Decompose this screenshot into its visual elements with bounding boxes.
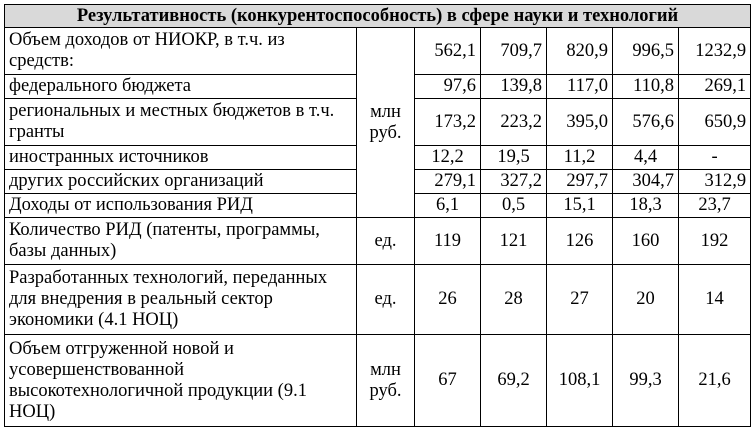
table-row [5,28,751,75]
value-cell: 26 [415,265,481,335]
value-cell: 11,2 [547,146,613,170]
value-cell: 28 [481,265,547,335]
value-cell: 996,5 [613,28,679,75]
row-label: региональных и местных бюджетов в т.ч. гранты [5,99,357,146]
row-label: Объем доходов от НИОКР, в т.ч. из средств: [5,28,357,75]
value-cell: 126 [547,218,613,265]
unit-cell: млн руб. [357,335,415,427]
value-cell: 12,2 [415,146,481,170]
value-cell: 327,2 [481,170,547,194]
value-cell: 4,4 [613,146,679,170]
value-cell: 99,3 [613,335,679,427]
value-cell: 279,1 [415,170,481,194]
value-cell: 820,9 [547,28,613,75]
value-cell: 110,8 [613,75,679,99]
table-row [5,218,751,265]
value-cell: 19,5 [481,146,547,170]
value-cell: 20 [613,265,679,335]
value-cell: 562,1 [415,28,481,75]
value-cell: 121 [481,218,547,265]
value-cell: 23,7 [679,194,751,218]
value-cell: 223,2 [481,99,547,146]
row-label: Количество РИД (патенты, программы, базы данных) [5,218,357,265]
value-cell: 139,8 [481,75,547,99]
table-title: Результативность (конкурентоспособность) в сфере науки и технологий [5,5,751,28]
table-row [5,265,751,335]
row-label: иностранных источников [5,146,357,170]
unit-cell: ед. [357,265,415,335]
value-cell: - [679,146,751,170]
table-row [5,335,751,427]
value-cell: 117,0 [547,75,613,99]
value-cell: 297,7 [547,170,613,194]
science-results-table [4,4,751,427]
value-cell: 97,6 [415,75,481,99]
value-cell: 119 [415,218,481,265]
value-cell: 576,6 [613,99,679,146]
value-cell: 304,7 [613,170,679,194]
value-cell: 192 [679,218,751,265]
value-cell: 1232,9 [679,28,751,75]
row-label: Объем отгруженной новой и усовершенствованной высокотехнологичной продукции (9.1 НОЦ) [5,335,357,427]
unit-cell: млн руб. [357,28,415,218]
value-cell: 67 [415,335,481,427]
value-cell: 6,1 [415,194,481,218]
value-cell: 709,7 [481,28,547,75]
value-cell: 312,9 [679,170,751,194]
value-cell: 27 [547,265,613,335]
unit-cell: ед. [357,218,415,265]
row-label: Разработанных технологий, переданных для внедрения в реальный сектор экономики (4.1 НОЦ) [5,265,357,335]
value-cell: 21,6 [679,335,751,427]
value-cell: 395,0 [547,99,613,146]
value-cell: 160 [613,218,679,265]
row-label: других российских организаций [5,170,357,194]
value-cell: 69,2 [481,335,547,427]
value-cell: 650,9 [679,99,751,146]
row-label: федерального бюджета [5,75,357,99]
value-cell: 18,3 [613,194,679,218]
value-cell: 108,1 [547,335,613,427]
value-cell: 269,1 [679,75,751,99]
row-label: Доходы от использования РИД [5,194,357,218]
value-cell: 173,2 [415,99,481,146]
value-cell: 14 [679,265,751,335]
value-cell: 0,5 [481,194,547,218]
value-cell: 15,1 [547,194,613,218]
